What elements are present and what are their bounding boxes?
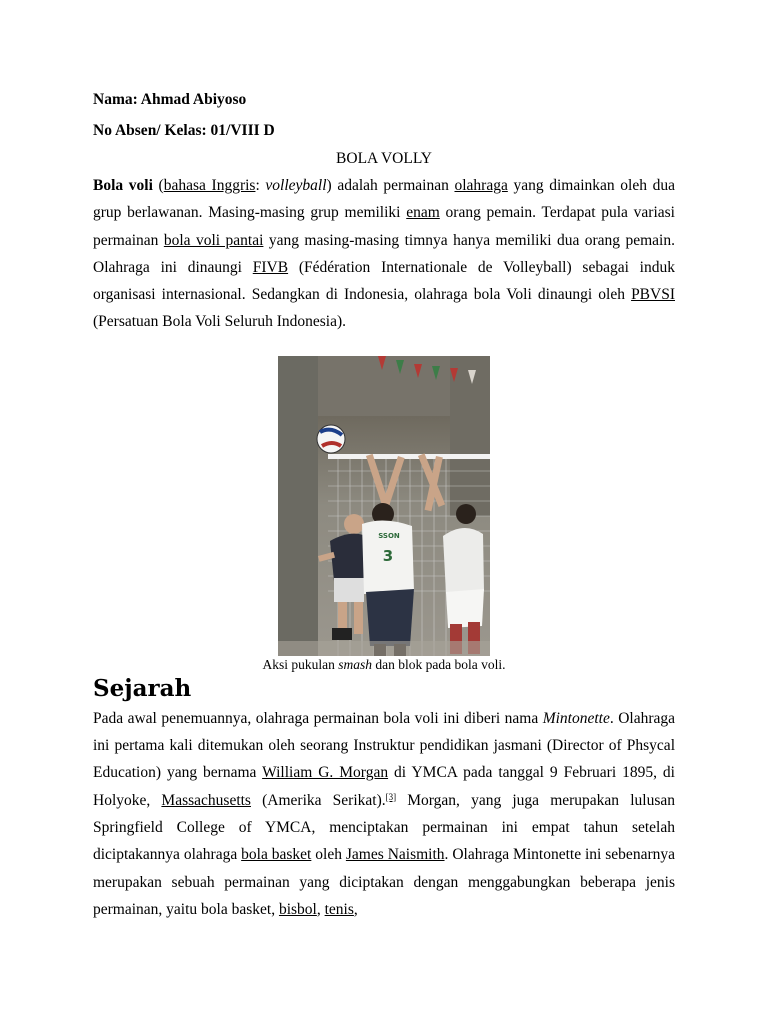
sejarah-text: (Amerika Serikat). bbox=[250, 791, 386, 809]
link-james-naismith[interactable]: James Naismith bbox=[345, 846, 445, 864]
jersey-number: 3 bbox=[382, 546, 394, 565]
link-william-morgan[interactable]: William G. Morgan bbox=[262, 764, 389, 782]
student-class-line: No Absen/ Kelas: 01/VIII D bbox=[93, 122, 275, 139]
document-page bbox=[93, 84, 675, 923]
link-olahraga[interactable]: olahraga bbox=[454, 177, 508, 194]
caption-italic: smash bbox=[338, 656, 373, 672]
intro-text: yang dimainkan oleh dua grup berlawanan. Masing-masing grup memiliki bbox=[93, 177, 676, 222]
sejarah-text: , bbox=[353, 900, 358, 918]
volleyball-ball bbox=[317, 425, 345, 453]
sejarah-text: . Olahraga Mintonette ini sebenarnya merupakan sebuah permainan yang diciptakan dengan menggabungkan beberapa jenis permainan, yaitu bola basket, bbox=[93, 846, 675, 918]
link-bola-basket[interactable]: bola basket bbox=[241, 846, 312, 864]
link-bola-voli-pantai[interactable]: bola voli pantai bbox=[163, 231, 264, 249]
intro-text: ( bbox=[152, 177, 164, 194]
intro-text: (Fédération Internationale de Volleyball) sebagai induk organisasi internasional. Sedangkan di Indonesia, olahraga bola Voli dinaungi oleh bbox=[93, 258, 675, 304]
intro-term: Bola voli bbox=[93, 177, 153, 194]
document-title: BOLA VOLLY bbox=[336, 150, 432, 167]
caption-text: dan blok pada bola voli. bbox=[372, 656, 506, 672]
sejarah-text: Morgan, yang juga merupakan lulusan Springfield College of YMCA, menciptakan permainan ini empat tahun setelah diciptakannya olahraga bbox=[93, 791, 675, 864]
link-pbvsi[interactable]: PBVSI bbox=[631, 286, 675, 304]
sejarah-text: oleh bbox=[311, 846, 346, 864]
link-enam[interactable]: enam bbox=[406, 204, 440, 222]
intro-text: orang pemain. Terdapat pula variasi permainan bbox=[93, 204, 675, 249]
volleyball-term: volleyball bbox=[265, 177, 327, 194]
sejarah-paragraph bbox=[93, 705, 675, 923]
caption-text: Aksi pukulan bbox=[262, 656, 339, 672]
figure-caption bbox=[93, 657, 675, 673]
section-heading-sejarah: Sejarah bbox=[93, 674, 192, 702]
footnote-link[interactable]: [3] bbox=[385, 791, 397, 802]
link-bahasa-inggris[interactable]: bahasa Inggris bbox=[163, 177, 256, 194]
link-massachusetts[interactable]: Massachusetts bbox=[161, 791, 251, 809]
sejarah-text: . Olahraga ini pertama kali ditemukan oleh seorang Instruktur pendidikan jasmani (Director of Phsycal Education) yang bernama bbox=[93, 709, 675, 782]
link-bisbol[interactable]: bisbol bbox=[278, 900, 317, 918]
link-tenis[interactable]: tenis bbox=[324, 900, 354, 918]
intro-paragraph bbox=[93, 172, 675, 336]
jersey-name: SSON bbox=[378, 531, 400, 540]
sejarah-text: , bbox=[316, 900, 325, 918]
intro-text: (Persatuan Bola Voli Seluruh Indonesia). bbox=[93, 313, 346, 331]
intro-text: : bbox=[255, 177, 266, 194]
volleyball-figure bbox=[93, 356, 675, 673]
intro-text: ) adalah permainan bbox=[326, 177, 455, 194]
mintonette-term: Mintonette bbox=[542, 709, 610, 727]
link-fivb[interactable]: FIVB bbox=[252, 258, 289, 276]
student-name-line: Nama: Ahmad Abiyoso bbox=[93, 91, 247, 108]
sejarah-text: Pada awal penemuannya, olahraga permainan bola voli ini diberi nama bbox=[93, 709, 543, 727]
intro-text: yang masing-masing timnya hanya memiliki dua orang pemain. Olahraga ini dinaungi bbox=[93, 231, 675, 276]
volleyball-photo bbox=[278, 356, 490, 656]
sejarah-text: di YMCA pada tanggal 9 Februari 1895, di Holyoke, bbox=[93, 764, 675, 809]
